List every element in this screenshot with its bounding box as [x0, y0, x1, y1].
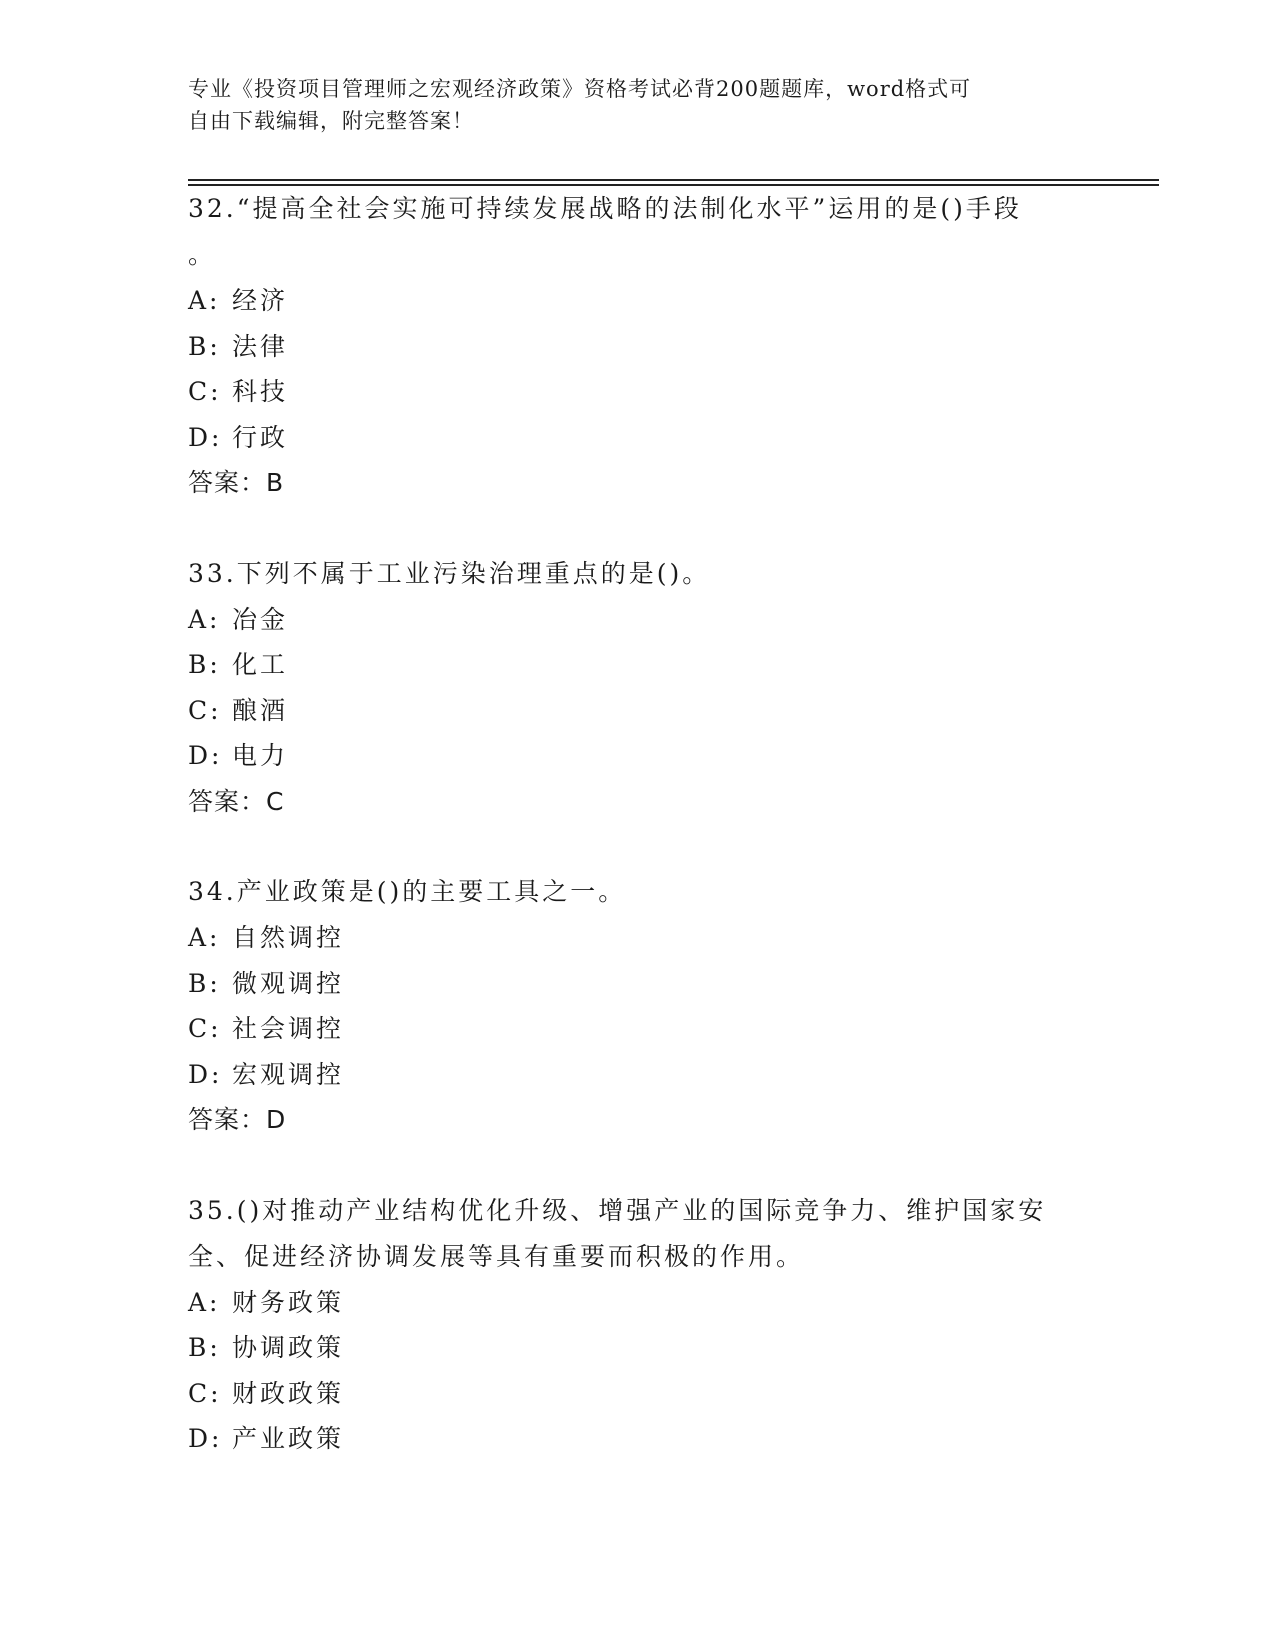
- option-a: [188, 597, 1118, 643]
- option-key: C:: [188, 695, 222, 725]
- answer-line: 答案：D: [188, 1105, 287, 1134]
- option-text: 微观调控: [232, 968, 345, 998]
- answer-line: 答案：C: [188, 786, 285, 816]
- option-text: 社会调控: [232, 1014, 345, 1043]
- option-key: A:: [188, 923, 221, 952]
- option-text: 协调政策: [232, 1333, 345, 1362]
- option-a: [188, 1280, 1118, 1326]
- question-33: [188, 551, 1118, 825]
- option-text: 行政: [232, 422, 289, 452]
- option-text: 法律: [232, 331, 289, 361]
- option-key: C:: [188, 377, 222, 406]
- option-text: 酿酒: [232, 695, 289, 725]
- question-text-continued: 。: [188, 240, 217, 269]
- option-d: [188, 1416, 1118, 1462]
- option-text: 冶金: [232, 604, 289, 634]
- option-key: B:: [188, 968, 221, 998]
- option-b: [188, 642, 1118, 688]
- option-c: [188, 369, 1118, 415]
- header-divider-top: [188, 179, 1159, 181]
- option-key: C:: [188, 1378, 222, 1408]
- question-text-continued: 全、促进经济协调发展等具有重要而积极的作用。: [188, 1241, 805, 1271]
- option-c: [188, 688, 1118, 734]
- question-35: [188, 1188, 1118, 1462]
- option-key: D:: [188, 1059, 223, 1089]
- header-line-1: 专业《投资项目管理师之宏观经济政策》资格考试必背200题题库，word格式可: [188, 77, 972, 101]
- option-text: 宏观调控: [232, 1059, 345, 1089]
- option-text: 财政政策: [232, 1378, 345, 1408]
- option-a: [188, 278, 1118, 324]
- option-key: D:: [188, 1424, 223, 1453]
- option-key: A:: [188, 604, 221, 634]
- option-key: A:: [188, 286, 221, 315]
- option-d: [188, 1052, 1118, 1098]
- option-text: 财务政策: [232, 1287, 345, 1317]
- option-d: [188, 733, 1118, 779]
- option-c: [188, 1371, 1118, 1417]
- option-key: A:: [188, 1287, 221, 1317]
- option-d: [188, 415, 1118, 461]
- option-key: D:: [188, 422, 223, 452]
- question-32: [188, 186, 1118, 506]
- option-text: 自然调控: [232, 923, 345, 952]
- header-line-2: 自由下载编辑，附完整答案！: [188, 109, 474, 133]
- option-key: B:: [188, 650, 221, 679]
- option-text: 化工: [232, 650, 289, 679]
- option-key: D:: [188, 741, 223, 770]
- answer-line: 答案：B: [188, 468, 285, 497]
- option-b: [188, 1325, 1118, 1371]
- option-a: [188, 915, 1118, 961]
- option-text: 经济: [232, 286, 289, 315]
- option-b: [188, 324, 1118, 370]
- question-text: 33.下列不属于工业污染治理重点的是()。: [188, 558, 711, 588]
- document-header: [188, 73, 1068, 137]
- option-text: 科技: [232, 377, 289, 406]
- option-c: [188, 1006, 1118, 1052]
- question-text: 32.“提高全社会实施可持续发展战略的法制化水平”运用的是()手段: [188, 194, 1022, 223]
- question-text: 35.()对推动产业结构优化升级、增强产业的国际竞争力、维护国家安: [188, 1195, 1047, 1225]
- option-key: C:: [188, 1014, 222, 1043]
- question-text: 34.产业政策是()的主要工具之一。: [188, 877, 627, 906]
- option-key: B:: [188, 331, 221, 361]
- question-34: [188, 869, 1118, 1143]
- option-text: 产业政策: [232, 1424, 345, 1453]
- option-text: 电力: [232, 741, 289, 770]
- option-key: B:: [188, 1333, 221, 1362]
- option-b: [188, 961, 1118, 1007]
- question-list: [188, 186, 1118, 1462]
